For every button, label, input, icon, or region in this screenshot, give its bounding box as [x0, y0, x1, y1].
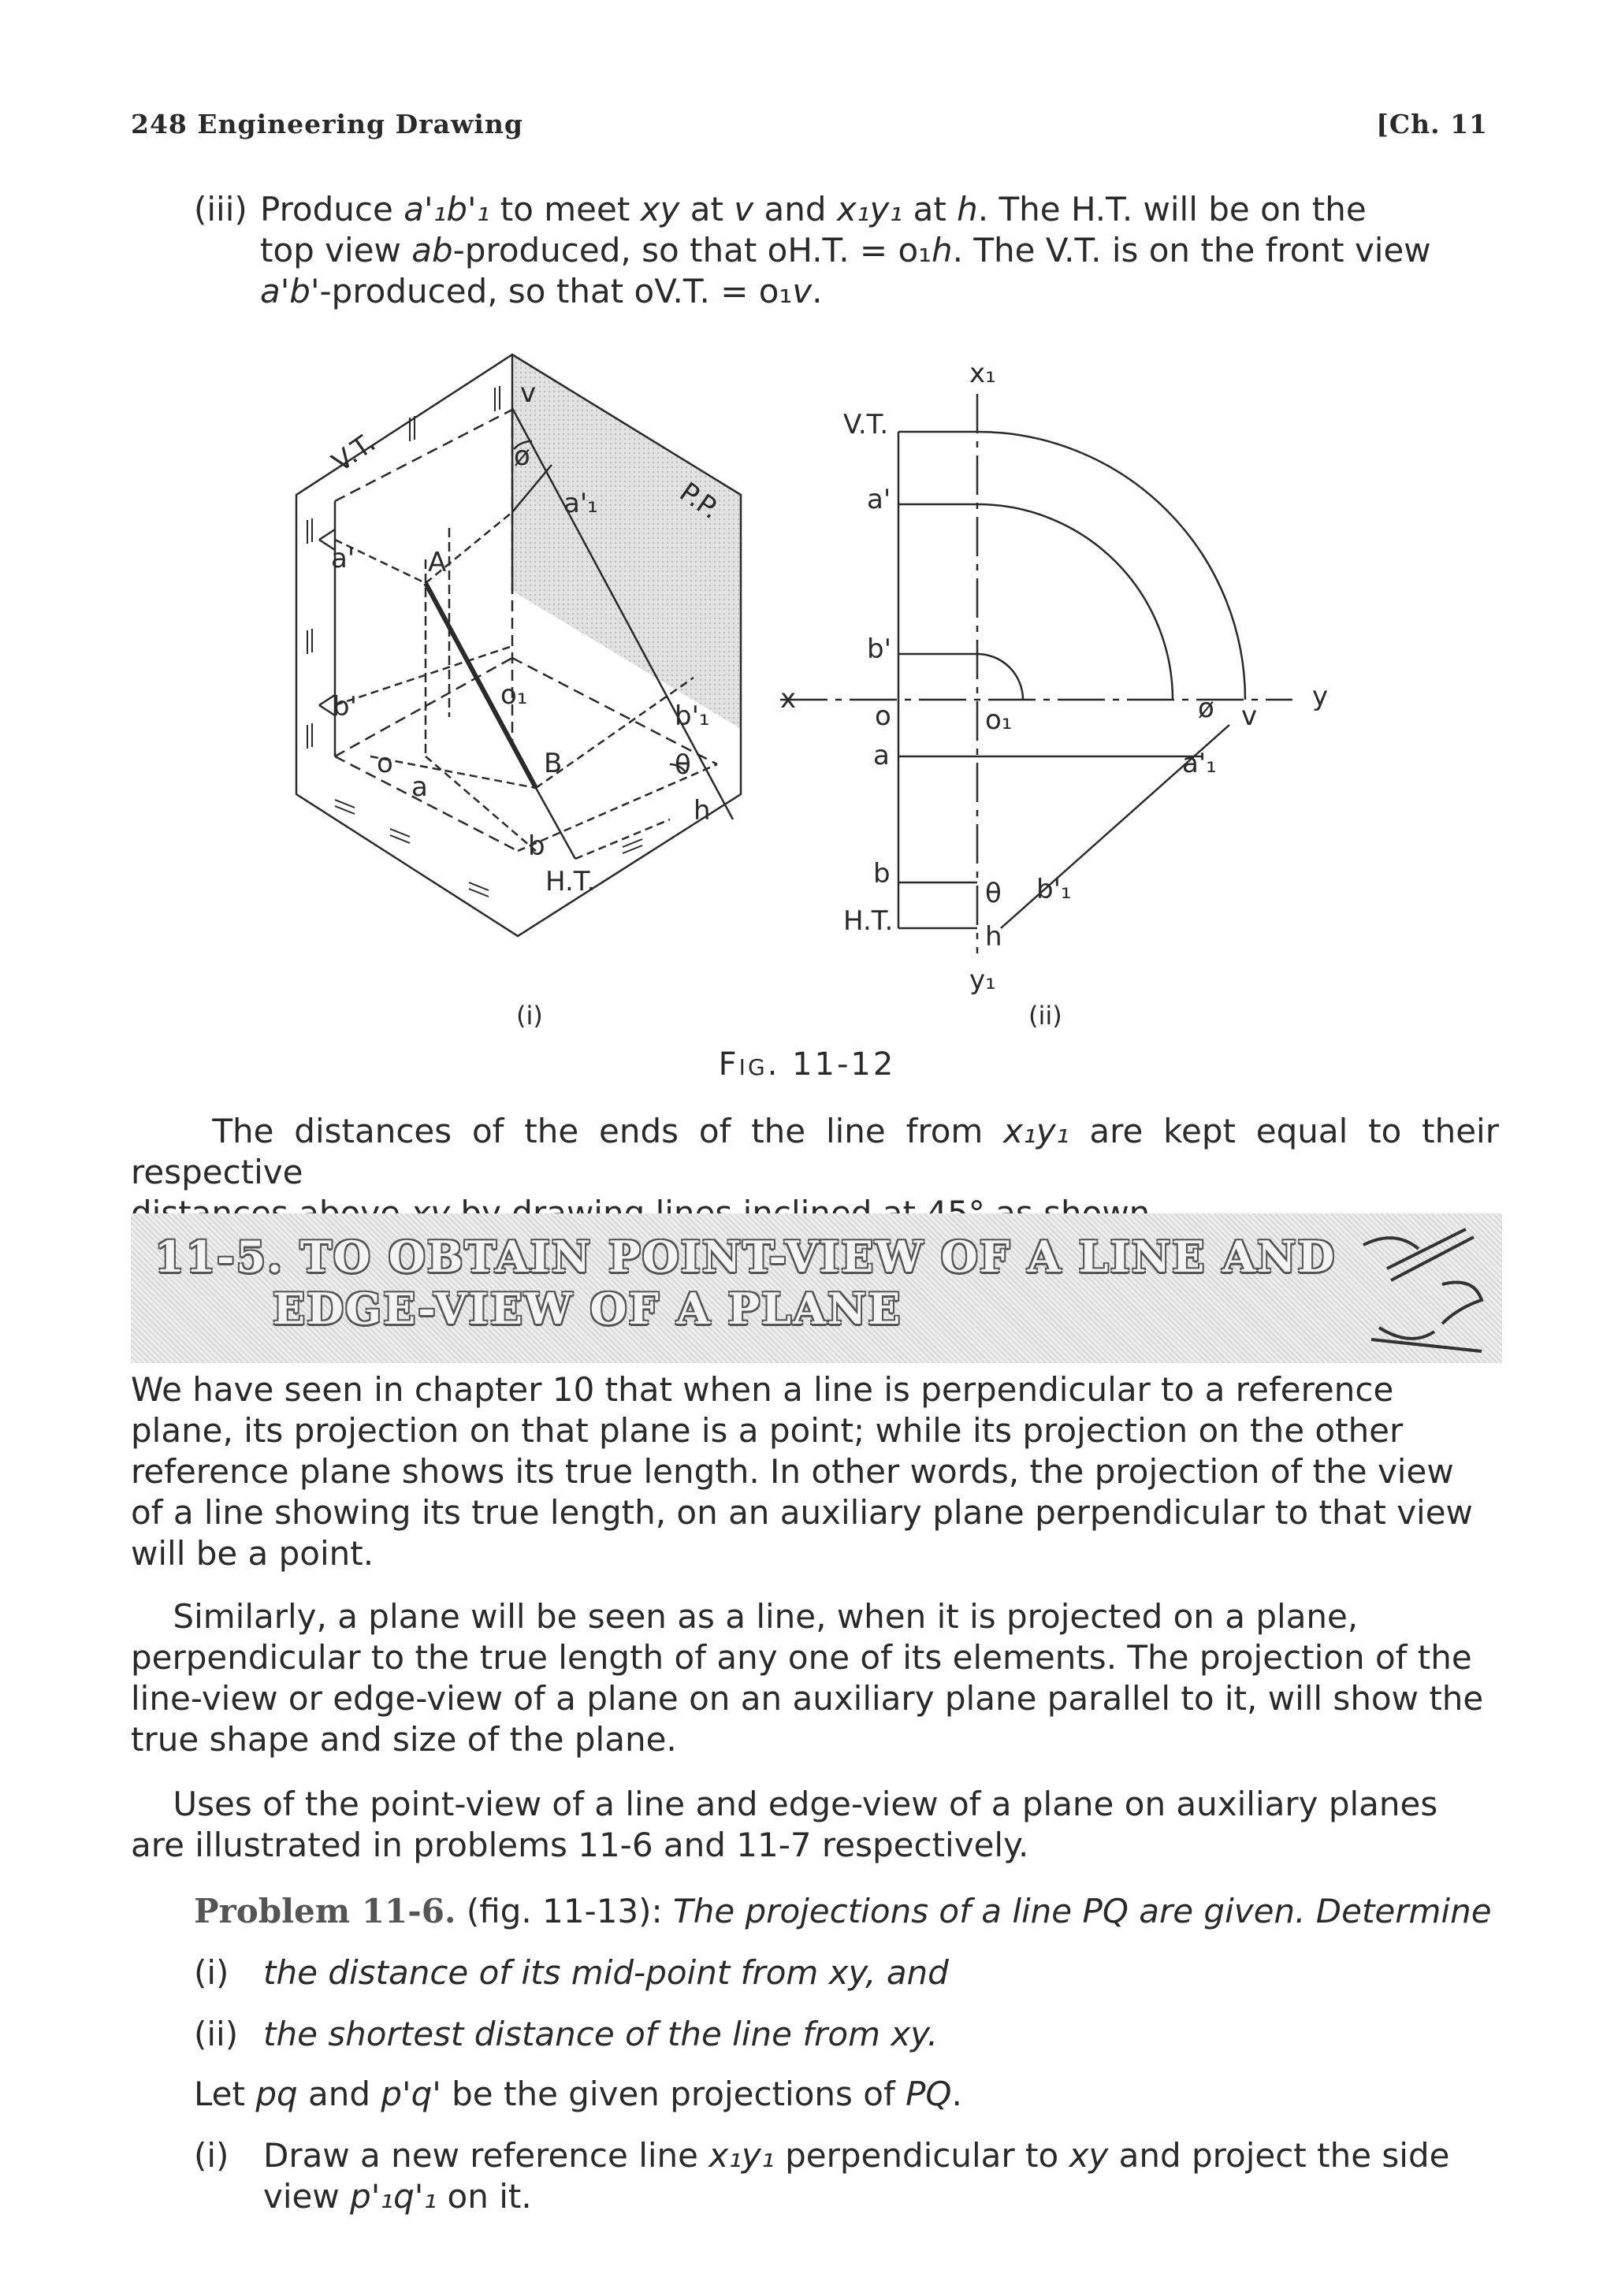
label-theta-ii: θ: [985, 878, 1002, 909]
label-aprime-ii: a': [867, 484, 891, 515]
label-bprime-ii: b': [867, 633, 891, 665]
running-header: [131, 109, 1488, 148]
label-b1prime-i: b'₁: [675, 700, 710, 732]
step-iii-text: Produce a'₁b'₁ to meet xy at v and x₁y₁ at h. The H.T. will be on the top view ab-produced, so that oH.T. = o₁h. The V.T. is on the front view a'b'-produced, so that oV.T. = o₁v.: [260, 190, 1431, 310]
page-number-title: 248 Engineering Drawing: [131, 109, 523, 139]
problem-11-6: Problem 11-6. (fig. 11-13): The projections of a line PQ are given. Determine: [194, 1892, 1492, 1930]
label-a1prime-ii: a'₁: [1182, 748, 1217, 779]
section-heading: 11-5. TO OBTAIN POINT-VIEW OF A LINE AND EDGE-VIEW OF A PLANE: [154, 1232, 1337, 1334]
label-v-i: v: [520, 377, 537, 409]
profile-plane-shading: [512, 355, 741, 729]
label-phi-ii: ø: [1198, 693, 1214, 724]
label-B: B: [544, 748, 563, 779]
label-h-ii: h: [985, 921, 1002, 953]
label-a-ii: a: [873, 740, 890, 771]
paragraph-similarly: Similarly, a plane will be seen as a line, when it is projected on a plane, perpendicular to the true length of any one of its elements. The projection of the line-view or edge-view of a plane on an auxiliary plane parallel to it, will show the true shape and size of the plane.: [131, 1597, 1484, 1759]
label-o1-i: o₁: [500, 679, 528, 711]
label-theta-i: θ: [675, 749, 691, 781]
label-o-i: o: [377, 748, 393, 779]
label-vt-i: V.T.: [326, 426, 382, 479]
orthographic-view: [780, 394, 1292, 953]
label-b-i: b: [528, 830, 545, 862]
figure-caption: Fig. 11-12: [718, 1046, 896, 1083]
label-x1: x₁: [969, 358, 996, 389]
label-a-i: a: [411, 771, 428, 803]
label-A: A: [428, 547, 447, 578]
figure-svg: [292, 347, 1395, 1040]
label-ht-i: H.T.: [545, 866, 596, 897]
label-b1prime-ii: b'₁: [1036, 874, 1072, 905]
label-phi-i: ø: [514, 440, 530, 472]
subfigure-ii-label: (ii): [1028, 1001, 1062, 1031]
paragraph-distances: The distances of the ends of the line from x₁y₁ are kept equal to their respective: [131, 1112, 1499, 1191]
solution-step-i: (i) Draw a new reference line x₁y₁ perpendicular to xy and project the side view p'₁q'₁ on it.: [194, 2136, 1450, 2216]
figure-11-12: [292, 347, 1395, 1043]
section-ornament-icon: [1348, 1213, 1505, 1363]
label-pp: P.P.: [673, 476, 726, 526]
label-a1prime-i: a'₁: [563, 488, 598, 519]
label-o1-ii: o₁: [985, 704, 1013, 736]
paragraph-point-view: We have seen in chapter 10 that when a line is perpendicular to a reference plane, its projection on that plane is a point; while its projection on the other reference plane shows its true length. In other words, the projection of the view of a line showing its true length, on an auxiliary plane perpendicular to that view will be a point.: [131, 1370, 1473, 1573]
step-iii-number: (iii): [194, 190, 247, 228]
label-vt-ii: V.T.: [843, 409, 889, 440]
label-y1: y₁: [969, 964, 996, 996]
orthographic-labels: [780, 358, 1328, 996]
label-o-ii: o: [875, 700, 891, 732]
label-b-ii: b: [873, 858, 891, 890]
problem-item-ii: (ii) the shortest distance of the line from xy.: [194, 2015, 939, 2053]
label-v-ii: v: [1241, 700, 1258, 732]
problem-item-i: (i) the distance of its mid-point from xy, and: [194, 1953, 949, 1992]
label-bprime-i: b': [333, 691, 357, 723]
chapter-ref: [Ch. 11: [1376, 109, 1488, 139]
problem-let-statement: Let pq and p'q' be the given projections of PQ.: [194, 2075, 962, 2113]
paragraph-uses: Uses of the point-view of a line and edge-view of a plane on auxiliary planes are illustrated in problems 11-6 and 11-7 respectively.: [131, 1785, 1438, 1864]
label-h-i: h: [694, 795, 711, 827]
label-y: y: [1312, 681, 1329, 712]
subfigure-i-label: (i): [516, 1001, 543, 1031]
label-aprime-i: a': [331, 543, 355, 574]
label-ht-ii: H.T.: [843, 905, 894, 937]
label-x: x: [780, 683, 797, 715]
